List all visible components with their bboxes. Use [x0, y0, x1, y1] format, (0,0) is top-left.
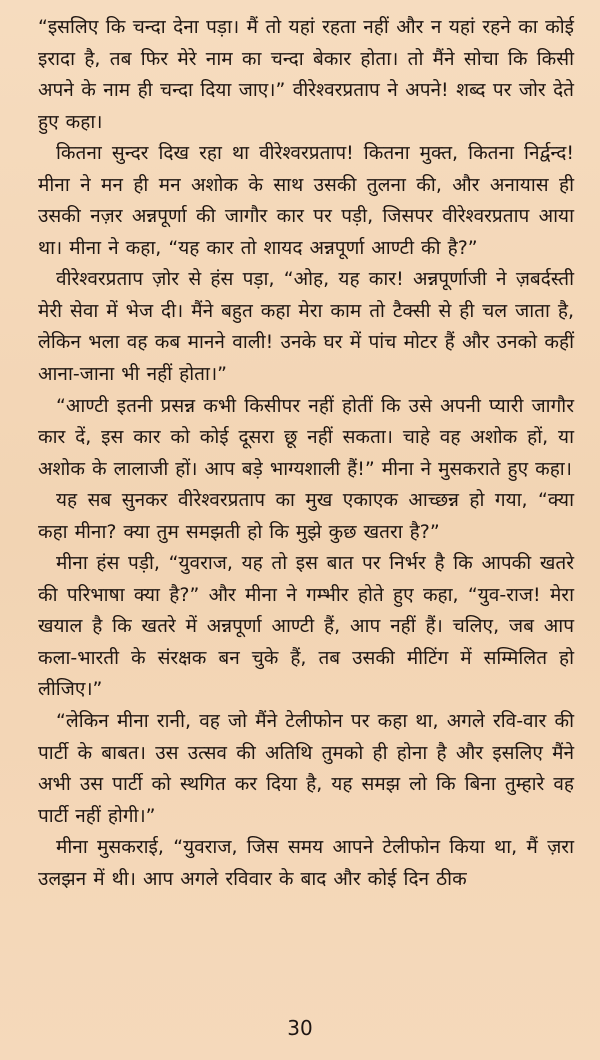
paragraph: यह सब सुनकर वीरेश्वरप्रताप का मुख एकाएक आच्छन्न हो गया, “क्या कहा मीना? क्या तुम समझती हो कि मुझे कुछ खतरा है?” [38, 489, 574, 543]
page-number: 30 [287, 1016, 313, 1040]
paragraph: वीरेश्वरप्रताप ज़ोर से हंस पड़ा, “ओह, यह कार! अन्नपूर्णाजी ने ज़बर्दस्ती मेरी सेवा में भेज दी। मैंने बहुत कहा मेरा काम तो टैक्सी से ही चल जाता है, लेकिन भला वह कब मानने वाली! उनके घर में पांच मोटर हैं और उनको कहीं आना-जाना भी नहीं होता।” [38, 268, 574, 386]
paragraph: “इसलिए कि चन्दा देना पड़ा। मैं तो यहां रहता नहीं और न यहां रहने का कोई इरादा है, तब फिर मेरे नाम का चन्दा बेकार होता। तो मैंने सोचा कि किसी अपने के नाम ही चन्दा दिया जाए।” वीरेश्वरप्रताप ने अपने! शब्द पर जोर देते हुए कहा। [38, 16, 574, 133]
paragraph: “लेकिन मीना रानी, वह जो मैंने टेलीफोन पर कहा था, अगले रवि-वार की पार्टी के बाबत। उस उत्सव की अतिथि तुमको ही होना है और इसलिए मैंने अभी उस पार्टी को स्थगित कर दिया है, यह समझ लो कि बिना तुम्हारे वह पार्टी नहीं होगी।” [38, 710, 574, 827]
paragraph: “आण्टी इतनी प्रसन्न कभी किसीपर नहीं होतीं कि उसे अपनी प्यारी जागौर कार दें, इस कार को कोई दूसरा छू नहीं सकता। चाहे वह अशोक हों, या अशोक के लालाजी हों। आप बड़े भाग्यशाली हैं!” मीना ने मुसकराते हुए कहा। [38, 394, 574, 480]
paragraph: कितना सुन्दर दिख रहा था वीरेश्वरप्रताप! कितना मुक्त, कितना निर्द्वन्द! मीना ने मन ही मन अशोक के साथ उसकी तुलना की, और अनायास ही उसकी नज़र अन्नपूर्णा की जागौर कार पर पड़ी, जिसपर वीरेश्वरप्रताप आया था। मीना ने कहा, “यह कार तो शायद अन्नपूर्णा आण्टी की है?” [38, 142, 574, 259]
paragraph: मीना मुसकराई, “युवराज, जिस समय आपने टेलीफोन किया था, मैं ज़रा उलझन में थी। आप अगले रविवार के बाद और कोई दिन ठीक [38, 836, 574, 890]
paragraph: मीना हंस पड़ी, “युवराज, यह तो इस बात पर निर्भर है कि आपकी खतरे की परिभाषा क्या है?” और मीना ने गम्भीर होते हुए कहा, “युव-राज! मेरा खयाल है कि खतरे में अन्नपूर्णा आण्टी हैं, आप नहीं हैं। चलिए, जब आप कला-भारती के संरक्षक बन चुके हैं, तब उसकी मीटिंग में सम्मिलित हो लीजिए।” [38, 552, 574, 701]
body-text [38, 12, 574, 895]
